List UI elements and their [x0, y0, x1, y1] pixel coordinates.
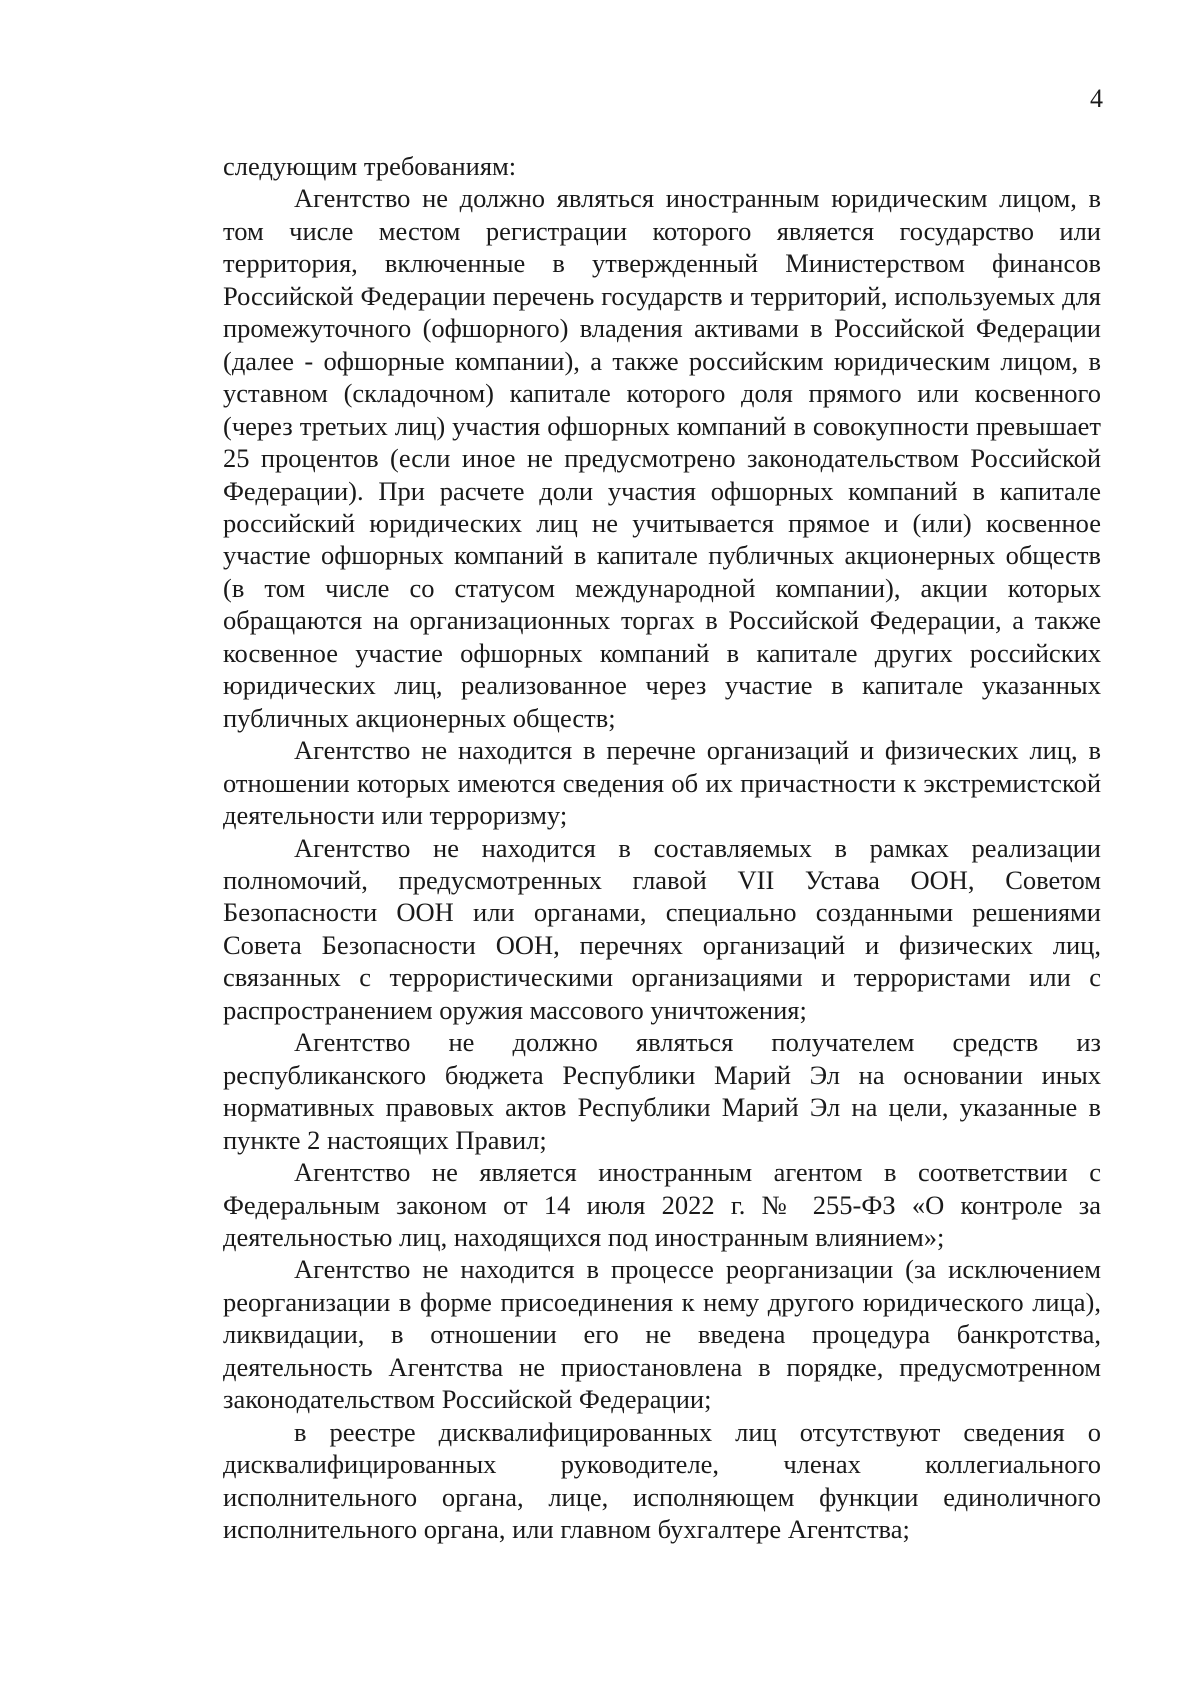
paragraph-continuation: следующим требованиям: [223, 151, 517, 181]
paragraph-extremism-list: Агентство не находится в перечне организаций и физических лиц, в отношении которых имеются сведения об их причастности к экстремистской деятельности или терроризму; [223, 735, 1101, 831]
paragraph-budget-recipient: Агентство не должно являться получателем средств из республиканского бюджета Республики Марий Эл на основании иных нормативных правовых актов Республики Марий Эл на цели, указанные в пункте 2 настоящих Правил; [223, 1027, 1101, 1155]
paragraph-reorganization: Агентство не находится в процессе реорганизации (за исключением реорганизации в форме присоединения к нему другого юридического лица), ликвидации, в отношении его не введена процедура банкротства, деятельность Агентства не приостановлена в порядке, предусмотренном законодательством Российской Федерации; [223, 1254, 1101, 1415]
paragraph-un-security-council: Агентство не находится в составляемых в рамках реализации полномочий, предусмотренных главой VII Устава ООН, Советом Безопасности ООН или органами, специально созданными решениями Совета Безопасности ООН, перечнях организаций и физических лиц, связанных с террористическими организациями и террористами или с распространением оружия массового уничтожения; [223, 832, 1101, 1025]
paragraph-disqualified-persons: в реестре дисквалифицированных лиц отсутствуют сведения о дисквалифицированных руководителе, членах коллегиального исполнительного органа, лице, исполняющем функции единоличного исполнительного органа, или главном бухгалтере Агентства; [223, 1416, 1101, 1545]
document-body [223, 150, 1101, 1545]
page-number: 4 [1090, 84, 1103, 113]
paragraph-offshore-requirement: Агентство не должно являться иностранным юридическим лицом, в том числе местом регистрации которого является государство или территория, включенные в утвержденный Министерством финансов Российской Федерации перечень государств и территорий, используемых для промежуточного (офшорного) владения активами в Российской Федерации (далее - офшорные компании), а также российским юридическим лицом, в уставном (складочном) капитале которого доля прямого или косвенного (через третьих лиц) участия офшорных компаний в совокупности превышает 25 процентов (если иное не предусмотрено законодательством Российской Федерации). При расчете доли участия офшорных компаний в капитале российский юридических лиц не учитывается прямое и (или) косвенное участие офшорных компаний в капитале публичных акционерных обществ (в том числе со статусом международной компании), акции которых обращаются на организационных торгах в Российской Федерации, а также косвенное участие офшорных компаний в капитале других российских юридических лиц, реализованное через участие в капитале указанных публичных акционерных обществ; [223, 183, 1101, 733]
paragraph-foreign-agent: Агентство не является иностранным агентом в соответствии с Федеральным законом от 14 июля 2022 г. № 255-ФЗ «О контроле за деятельностью лиц, находящихся под иностранным влиянием»; [223, 1157, 1101, 1252]
